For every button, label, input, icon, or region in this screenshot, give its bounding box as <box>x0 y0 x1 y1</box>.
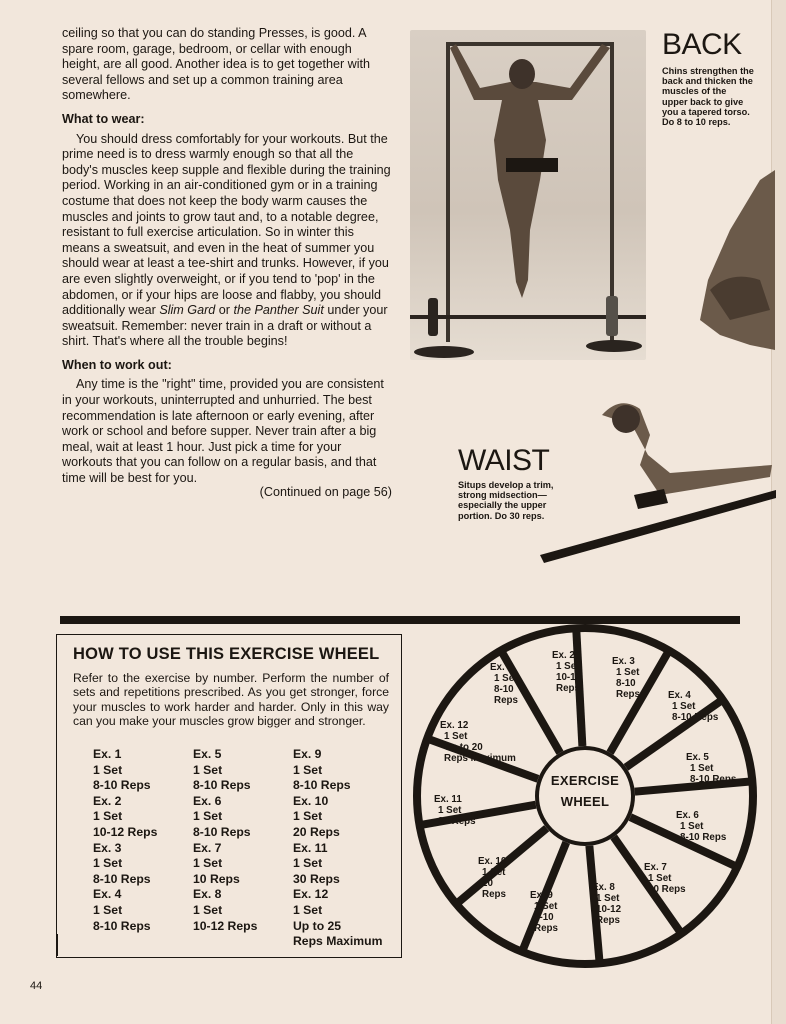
waist-title: WAIST <box>458 444 550 477</box>
wheel-segment-label <box>676 810 727 843</box>
wheel-segment-line: 20 <box>482 878 493 889</box>
wheel-segment-line: 8-10 <box>494 684 514 695</box>
exercise-wheel <box>412 618 758 968</box>
wheel-segment-label <box>644 862 686 895</box>
wheel-segment-line: Reps <box>596 915 620 926</box>
wheel-segment-line: 1 Set <box>648 873 672 884</box>
wheel-segment-line: Ex. 4 <box>668 690 691 701</box>
wheel-segment-line: Ex. 3 <box>612 656 635 667</box>
wheel-segment-line: 1 Set <box>534 901 558 912</box>
wheel-segment-line: 10-12 <box>596 904 622 915</box>
instructions-intro: Refer to the exercise by number. Perform the number of sets and repetitions prescribed. As you get stronger, force your muscles to work harder and harder. Only in this way can you make your muscles grow bigger and stronger. <box>73 671 389 728</box>
wear-or: or <box>215 303 234 318</box>
wear-heading: What to wear: <box>62 111 145 126</box>
wheel-segment-line: Reps Maximum <box>444 753 516 764</box>
exercise-entry: Ex. 10 1 Set 20 Reps <box>293 793 340 839</box>
wear-paragraph <box>62 132 392 350</box>
article-column <box>62 26 392 508</box>
exercise-wheel-instructions <box>56 634 402 958</box>
slim-gard-product: Slim Gard <box>159 303 216 318</box>
wheel-segment-line: 10-12 <box>556 672 582 683</box>
back-caption: Chins strengthen the back and thicken the muscles of the upper back to give you a tapered torso. Do 8 to 10 reps. <box>662 66 754 128</box>
exercise-entry: Ex. 12 1 Set Up to 25 Reps Maximum <box>293 887 383 949</box>
wheel-segment-line: 1 Set <box>616 667 640 678</box>
wheel-segment-line: 1 Set <box>482 867 506 878</box>
wheel-segment-line: Reps <box>556 683 580 694</box>
wheel-segment-line: 1 Set <box>690 763 714 774</box>
wheel-segment-line: Reps <box>534 923 558 934</box>
exercise-entry: Ex. 8 1 Set 10-12 Reps <box>193 887 258 933</box>
situp-illustration <box>540 395 776 570</box>
wheel-segment-line: 10 Reps <box>648 884 686 895</box>
wheel-segment-line: 1 Set <box>596 893 620 904</box>
wheel-center-line-2: WHEEL <box>560 794 610 809</box>
exercise-wheel-graphic <box>412 618 758 968</box>
exercise-column-1 <box>93 747 203 934</box>
exercise-entry: Ex. 1 1 Set 8-10 Reps <box>93 747 151 793</box>
situp-photo <box>540 395 776 570</box>
wheel-segment-line: 1 Set <box>444 731 468 742</box>
wheel-segment-line: Ex. 7 <box>644 862 667 873</box>
back-title: BACK <box>662 28 742 61</box>
waist-caption: Situps develop a trim, strong midsection—especially the upper portion. Do 30 reps. <box>458 480 554 521</box>
article-intro: ceiling so that you can do standing Presses, is good. A spare room, garage, bedroom, or cellar with enough height, are all good. Another idea is to get together with several fellows and set up a common training area somewhere. <box>62 26 371 103</box>
wheel-segment-line: 8-10 <box>534 912 554 923</box>
wheel-segment-line: Ex. 11 <box>434 794 462 805</box>
wheel-segment-line: Ex. 2 <box>552 650 575 661</box>
exercise-entry: Ex. 11 1 Set 30 Reps <box>293 840 340 886</box>
wheel-segment-label <box>434 794 476 827</box>
continued-note: (Continued on page 56) <box>259 484 392 499</box>
arm-photo <box>700 170 775 350</box>
box-notch <box>56 934 58 956</box>
wheel-segment-line: Ex. 8 <box>592 882 615 893</box>
wheel-segment-line: 1 Set <box>680 821 704 832</box>
wheel-segment-line: 1 Set <box>556 661 580 672</box>
exercise-column-3 <box>293 747 403 950</box>
wheel-segment-line: 8-10 <box>616 678 636 689</box>
wheel-segment-line: Ex. 9 <box>530 890 553 901</box>
exercise-entry: Ex. 4 1 Set 8-10 Reps <box>93 887 151 933</box>
wheel-segment-line: Ex. 10 <box>478 856 507 867</box>
wheel-segment-line: 1 Set <box>438 805 462 816</box>
wheel-segment-label <box>530 890 559 934</box>
wheel-segment-line: Ex. 5 <box>686 752 709 763</box>
wheel-segment-line: 8-10 Reps <box>690 774 737 785</box>
wheel-segment-line: 30 Reps <box>438 816 476 827</box>
wear-text-b: under your sweatsuit. Remember: never train in a draft or without a shirt. That's where all the trouble begins! <box>62 303 388 349</box>
wheel-segment-label <box>612 656 641 700</box>
exercise-entry: Ex. 5 1 Set 8-10 Reps <box>193 747 251 793</box>
panther-suit-product: the Panther Suit <box>233 303 324 318</box>
wheel-segment-line: Ex. 6 <box>676 810 699 821</box>
instructions-title: HOW TO USE THIS EXERCISE WHEEL <box>73 645 380 663</box>
wheel-segment-label <box>478 856 507 900</box>
wheel-segment-line: Ex. 12 <box>440 720 469 731</box>
wheel-segment-line: Up to 20 <box>444 742 483 753</box>
when-paragraph: Any time is the "right" time, provided you are consistent in your workouts, uninterrupted and unhurried. The best recommendation is late afternoon or early evening, after work or school and before supper. Never train after a big meal, wait at least 1 hour. Just pick a time for your workouts that you can follow on a regular basis, and that time will be best for you. <box>62 377 384 486</box>
wheel-segment-line: 8-10 Reps <box>672 712 719 723</box>
wheel-center-line-1: EXERCISE <box>550 773 620 788</box>
wheel-segment-line: 1 Set <box>494 673 518 684</box>
exercise-entry: Ex. 9 1 Set 8-10 Reps <box>293 747 351 793</box>
wheel-segment-label <box>440 720 516 764</box>
wheel-segment-line: Reps <box>616 689 640 700</box>
arm-illustration <box>700 170 775 350</box>
wheel-segment-line: 1 Set <box>672 701 696 712</box>
wheel-segment-line: Ex. 1 <box>490 662 513 673</box>
exercise-entry: Ex. 7 1 Set 10 Reps <box>193 840 240 886</box>
chin-up-illustration <box>410 30 646 360</box>
wear-text-a: You should dress comfortably for your workouts. But the prime need is to dress warmly enough so that all the body's muscles keep supple and flexible during the training period. Working in an air-conditioned gym or in a training costume that does not keep the body warm causes the muscles and joints to grow taut and, to a notable degree, resistant to full exercise articulation. So in winter this means a sweatsuit, and even in the heat of summer you should wear at least a tee-shirt and trunks. However, if you are even slightly overweight, or if you tend to 'pop' in the abdomen, or if your hips are loose and flabby, you should additionally wear <box>62 131 391 318</box>
wheel-segment-label <box>592 882 622 926</box>
exercise-entry: Ex. 2 1 Set 10-12 Reps <box>93 793 158 839</box>
wheel-segment-line: Reps <box>482 889 506 900</box>
page-number: 44 <box>30 980 43 992</box>
when-heading: When to work out: <box>62 357 172 372</box>
exercise-column-2 <box>193 747 303 934</box>
wheel-segment-line: 8-10 Reps <box>680 832 727 843</box>
wheel-segment-label <box>686 752 737 785</box>
chin-up-photo <box>410 30 646 360</box>
exercise-entry: Ex. 3 1 Set 8-10 Reps <box>93 840 151 886</box>
exercise-entry: Ex. 6 1 Set 8-10 Reps <box>193 793 251 839</box>
wheel-segment-line: Reps <box>494 695 518 706</box>
